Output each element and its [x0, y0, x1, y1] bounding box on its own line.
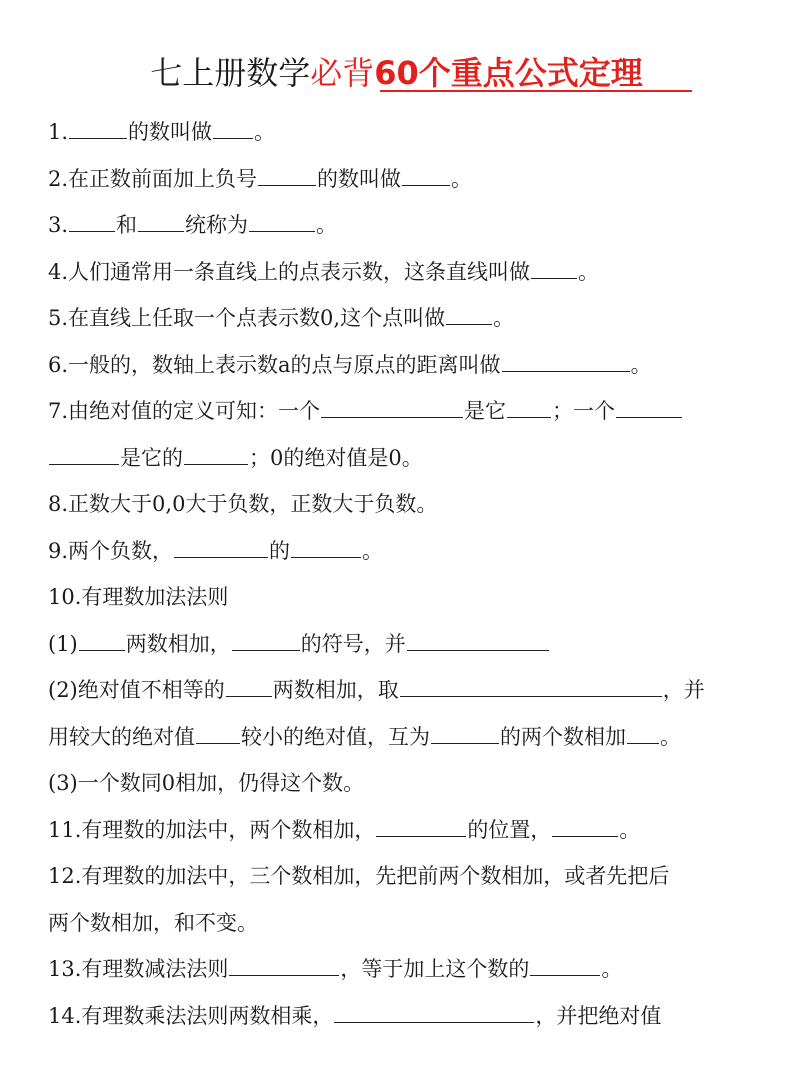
fill-blank[interactable]: [446, 302, 492, 325]
line-text: ，并把绝对值: [535, 1004, 662, 1028]
line-text: (2)绝对值不相等的: [48, 678, 225, 702]
question-line-2: [48, 159, 793, 199]
line-text: ；0的绝对值是0。: [249, 446, 423, 470]
fill-blank[interactable]: [232, 628, 300, 651]
line-text: 。: [493, 306, 515, 330]
line-text: 2.在正数前面加上负号: [48, 167, 258, 191]
fill-blank[interactable]: [407, 628, 549, 651]
line-text: 13.有理数减法法则: [48, 957, 229, 981]
question-line-10-1: [48, 624, 793, 664]
question-line-5: [48, 298, 793, 338]
line-text: 较小的绝对值，互为: [241, 725, 430, 749]
question-line-13: [48, 949, 793, 989]
line-text: 8.正数大于0,0大于负数，正数大于负数。: [48, 492, 438, 516]
line-text: (3)一个数同0相加，仍得这个数。: [48, 771, 365, 795]
title-part-must: 必背: [310, 54, 375, 92]
question-line-12-continued: [48, 903, 793, 943]
line-text: 1.: [48, 120, 69, 144]
question-line-10-2-continued: [48, 717, 793, 757]
fill-blank[interactable]: [226, 674, 272, 697]
fill-blank[interactable]: [49, 442, 119, 465]
line-text: 两个数相加，和不变。: [48, 911, 258, 935]
question-line-3: [48, 205, 793, 245]
line-text: 6.一般的，数轴上表示数a的点与原点的距离叫做: [48, 353, 501, 377]
fill-blank[interactable]: [258, 163, 316, 186]
fill-blank[interactable]: [507, 395, 551, 418]
title-part-grade: 七上册数学: [150, 54, 311, 92]
question-line-6: [48, 345, 793, 385]
question-line-9: [48, 531, 793, 571]
fill-blank[interactable]: [334, 1000, 534, 1023]
fill-blank[interactable]: [431, 721, 499, 744]
line-text: 。: [578, 260, 600, 284]
line-text: 4.人们通常用一条直线上的点表示数，这条直线叫做: [48, 260, 531, 284]
fill-blank[interactable]: [531, 256, 577, 279]
fill-blank[interactable]: [69, 116, 127, 139]
line-text: 。: [601, 957, 623, 981]
line-text: 。: [316, 213, 338, 237]
line-text: ；一个: [552, 399, 616, 423]
line-text: 两数相加，取: [272, 678, 399, 702]
line-text: 的符号，并: [300, 632, 406, 656]
question-line-8: [48, 484, 793, 524]
line-text: 9.两个负数，: [48, 539, 174, 563]
fill-blank[interactable]: [530, 953, 600, 976]
line-text: 两数相加，: [125, 632, 231, 656]
line-text: 统称为: [185, 213, 249, 237]
line-text: ，并: [662, 678, 705, 702]
line-text: 的: [269, 539, 291, 563]
fill-blank[interactable]: [174, 535, 268, 558]
question-line-7: [48, 391, 793, 431]
question-line-10-heading: [48, 577, 793, 617]
line-text: 10.有理数加法法则: [48, 585, 229, 609]
line-text: ，等于加上这个数的: [340, 957, 530, 981]
fill-blank[interactable]: [291, 535, 361, 558]
fill-blank[interactable]: [616, 395, 682, 418]
line-text: 的位置，: [467, 818, 552, 842]
fill-blank[interactable]: [79, 628, 125, 651]
fill-blank[interactable]: [376, 814, 466, 837]
fill-blank[interactable]: [402, 163, 450, 186]
line-text: 的数叫做: [317, 167, 402, 191]
line-text: 。: [630, 353, 652, 377]
title-underline: [380, 90, 692, 92]
fill-blank[interactable]: [196, 721, 240, 744]
fill-blank[interactable]: [502, 349, 630, 372]
line-text: 11.有理数的加法中，两个数相加，: [48, 818, 376, 842]
fill-blank[interactable]: [552, 814, 618, 837]
question-line-10-2: [48, 670, 793, 710]
fill-blank[interactable]: [627, 721, 659, 744]
fill-blank[interactable]: [249, 209, 315, 232]
question-line-7-continued: [48, 438, 793, 478]
line-text: 的两个数相加: [500, 725, 626, 749]
fill-blank[interactable]: [138, 209, 184, 232]
line-text: 是它的: [120, 446, 183, 470]
line-text: 3.: [48, 213, 69, 237]
line-text: 。: [451, 167, 473, 191]
fill-blank[interactable]: [69, 209, 115, 232]
question-line-1: [48, 112, 793, 152]
line-text: 5.在直线上任取一个点表示数0,这个点叫做: [48, 306, 446, 330]
line-text: 。: [660, 725, 681, 749]
line-text: 14.有理数乘法法则两数相乘，: [48, 1004, 334, 1028]
question-line-12: [48, 856, 793, 896]
fill-blank[interactable]: [400, 674, 662, 697]
title-part-formulas: 60个重点公式定理: [374, 54, 643, 92]
line-text: 7.由绝对值的定义可知：一个: [48, 399, 321, 423]
fill-blank[interactable]: [321, 395, 463, 418]
fill-blank[interactable]: [229, 953, 339, 976]
fill-blank[interactable]: [184, 442, 248, 465]
line-text: 和: [116, 213, 138, 237]
question-line-14: [48, 996, 793, 1036]
line-text: 12.有理数的加法中，三个数相加，先把前两个数相加，或者先把后: [48, 864, 670, 888]
line-text: 用较大的绝对值: [48, 725, 195, 749]
fill-blank[interactable]: [213, 116, 253, 139]
line-text: 。: [362, 539, 384, 563]
question-line-10-3: [48, 763, 793, 803]
line-text: 的数叫做: [128, 120, 213, 144]
line-text: (1): [48, 632, 78, 656]
question-line-11: [48, 810, 793, 850]
line-text: 。: [619, 818, 641, 842]
question-line-4: [48, 252, 793, 292]
line-text: 是它: [464, 399, 507, 423]
line-text: 。: [254, 120, 276, 144]
